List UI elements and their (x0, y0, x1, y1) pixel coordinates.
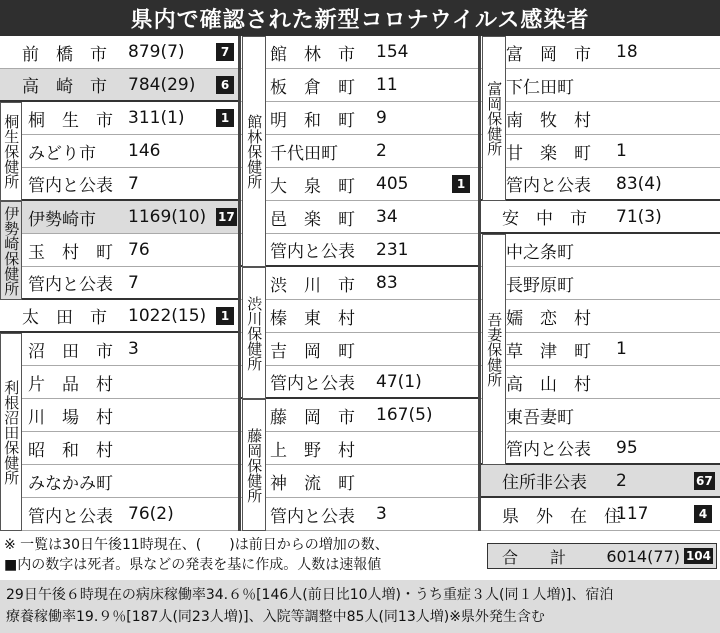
municipality-name: 管内と公表 (270, 374, 355, 394)
death-count-badge: 4 (694, 505, 712, 523)
case-count: 18 (616, 42, 638, 62)
case-count: 231 (376, 239, 409, 260)
column-3 (480, 36, 720, 531)
municipality-name: 大 泉 町 (270, 176, 355, 197)
municipality-name: 桐 生 市 (28, 110, 113, 131)
municipality-name: 明 和 町 (270, 110, 355, 131)
total-box (487, 543, 717, 569)
table-row (0, 333, 240, 366)
table-row (480, 201, 720, 234)
municipality-name: 管内と公表 (506, 176, 591, 196)
municipality-name: 片 品 村 (28, 374, 113, 395)
table-row (240, 201, 480, 234)
municipality-name: 管内と公表 (28, 176, 113, 196)
page-title: 県内で確認された新型コロナウイルス感染者 (0, 0, 720, 36)
case-count: 3 (376, 504, 387, 524)
total-death-badge: 104 (685, 549, 711, 563)
case-count: 2 (616, 470, 627, 491)
table-row (0, 300, 240, 333)
municipality-name: 邑 楽 町 (270, 209, 355, 230)
case-count: 83(4) (616, 173, 662, 194)
column-divider (238, 36, 241, 531)
health-center-label: 藤岡保健所 (242, 399, 266, 531)
table-row (240, 333, 480, 366)
table-row (240, 69, 480, 102)
footer-bed-occupancy (0, 580, 720, 633)
case-count: 405 (376, 174, 409, 194)
municipality-name: 高 崎 市 (22, 77, 107, 97)
municipality-name: 管内と公表 (270, 506, 355, 527)
municipality-name: 前 橋 市 (22, 44, 107, 65)
municipality-name: 太 田 市 (22, 308, 107, 328)
table-row (480, 498, 720, 531)
health-center-label: 渋川保健所 (242, 267, 266, 399)
municipality-name: 昭 和 村 (28, 440, 113, 461)
municipality-name: 嬬 恋 村 (506, 308, 591, 329)
table-row (480, 333, 720, 366)
municipality-name: 中之条町 (506, 242, 574, 263)
municipality-name: 神 流 町 (270, 473, 355, 494)
death-count-badge: 17 (218, 210, 235, 224)
municipality-name: 下仁田町 (506, 77, 574, 98)
table-row (480, 366, 720, 399)
health-center-label: 桐生保健所 (0, 102, 22, 201)
table-row (480, 300, 720, 333)
health-center-label: 吾妻保健所 (482, 234, 506, 465)
total-label: 合 計 (502, 547, 567, 567)
table-row (480, 432, 720, 465)
death-count-badge: 1 (216, 109, 234, 127)
table-row (0, 102, 240, 135)
health-center-label: 伊勢崎保健所 (0, 201, 22, 300)
table-row (0, 267, 240, 300)
municipality-name: 榛 東 村 (270, 308, 355, 329)
table-row (480, 465, 720, 498)
table-row (0, 432, 240, 465)
municipality-name: 管内と公表 (28, 275, 113, 295)
case-count: 3 (128, 339, 139, 359)
column-1 (0, 36, 240, 531)
table-row (480, 36, 720, 69)
table-row (0, 201, 240, 234)
case-count: 146 (128, 141, 161, 161)
table-row (480, 135, 720, 168)
death-count-badge: 1 (452, 175, 470, 193)
table-row (480, 69, 720, 102)
municipality-name: 玉 村 町 (28, 242, 113, 263)
table-row (240, 102, 480, 135)
table-row (240, 498, 480, 531)
municipality-name: 川 場 村 (28, 407, 113, 428)
death-count-badge: 67 (696, 474, 713, 488)
municipality-name: 館 林 市 (270, 44, 355, 65)
note-line: ※ 一覧は30日午後11時現在、( )は前日からの増加の数、 (4, 537, 389, 553)
table-row (240, 366, 480, 399)
municipality-name: 吉 岡 町 (270, 341, 355, 362)
municipality-name: 渋 川 市 (270, 275, 355, 296)
case-count: 95 (616, 437, 638, 458)
table-row (240, 168, 480, 201)
municipality-name: 上 野 村 (270, 440, 355, 461)
case-count: 83 (376, 273, 398, 293)
municipality-name: 管内と公表 (28, 506, 113, 527)
municipality-name: 安 中 市 (502, 209, 587, 229)
table-row (240, 300, 480, 333)
case-count: 1022(15) (128, 305, 207, 326)
table-row (240, 432, 480, 465)
footer-line: 療養稼働率19.９％[187人(同23人増)]、入院等調整中85人(同13人増)※県外発生含む (6, 609, 545, 625)
case-count: 1169(10) (128, 207, 207, 227)
table-row (480, 234, 720, 267)
municipality-name: 千代田町 (270, 143, 338, 164)
death-count-badge: 6 (216, 76, 234, 94)
municipality-name: 住所非公表 (502, 473, 587, 493)
table-row (240, 36, 480, 69)
municipality-name: 沼 田 市 (28, 341, 113, 362)
municipality-name: 高 山 村 (506, 374, 591, 395)
table-row (0, 69, 240, 102)
health-center-label: 富岡保健所 (482, 36, 506, 201)
case-count: 784(29) (128, 74, 196, 95)
table-row (240, 465, 480, 498)
municipality-name: 南 牧 村 (506, 110, 591, 131)
case-count: 76(2) (128, 504, 174, 524)
municipality-name: 板 倉 町 (270, 77, 355, 98)
municipality-name: みなかみ町 (28, 473, 113, 494)
table-row (0, 366, 240, 399)
column-2 (240, 36, 480, 531)
table-row (480, 267, 720, 300)
table-row (480, 102, 720, 135)
table-row (0, 135, 240, 168)
table-row (0, 465, 240, 498)
case-count: 311(1) (128, 108, 185, 128)
note-line: ■内の数字は死者。県などの発表を基に作成。人数は速報値 (4, 557, 382, 573)
table-row (480, 399, 720, 432)
municipality-name: 県 外 在 住 (502, 506, 621, 527)
table-row (240, 399, 480, 432)
case-count: 47(1) (376, 371, 422, 392)
case-count: 1 (616, 339, 627, 359)
health-center-label: 館林保健所 (242, 36, 266, 267)
municipality-name: 藤 岡 市 (270, 407, 355, 428)
table-row (480, 168, 720, 201)
table-row (0, 498, 240, 531)
municipality-name: 富 岡 市 (506, 44, 591, 65)
municipality-name: 管内と公表 (506, 440, 591, 460)
table-row (0, 36, 240, 69)
case-count: 7 (128, 173, 139, 194)
case-count: 167(5) (376, 405, 433, 425)
municipality-name: 管内と公表 (270, 242, 355, 262)
municipality-name: 東吾妻町 (506, 407, 574, 428)
case-count: 117 (616, 504, 649, 524)
table-row (240, 234, 480, 267)
total-value: 6014(77) (606, 546, 680, 566)
case-count: 154 (376, 42, 409, 62)
case-count: 7 (128, 272, 139, 293)
column-divider (478, 36, 481, 531)
case-count: 1 (616, 141, 627, 161)
case-count: 9 (376, 108, 387, 128)
case-count: 879(7) (128, 42, 185, 62)
table-row (240, 267, 480, 300)
case-count: 76 (128, 240, 150, 260)
table-row (240, 135, 480, 168)
death-count-badge: 1 (216, 307, 234, 325)
municipality-name: みどり市 (28, 143, 96, 164)
notes (4, 535, 389, 575)
case-count: 34 (376, 207, 398, 227)
case-count: 2 (376, 141, 387, 161)
case-count: 71(3) (616, 206, 662, 227)
municipality-name: 草 津 町 (506, 341, 591, 362)
case-count: 11 (376, 75, 398, 95)
table-row (0, 399, 240, 432)
table-row (0, 168, 240, 201)
municipality-name: 長野原町 (506, 275, 574, 296)
footer-line: 29日午後６時現在の病床稼働率34.６％[146人(前日比10人増)・うち重症３人(同１人増)]、宿泊 (6, 587, 614, 603)
death-count-badge: 7 (216, 43, 234, 61)
municipality-name: 甘 楽 町 (506, 143, 591, 164)
table-row (0, 234, 240, 267)
municipality-name: 伊勢崎市 (28, 209, 96, 230)
health-center-label: 利根沼田保健所 (0, 333, 22, 531)
